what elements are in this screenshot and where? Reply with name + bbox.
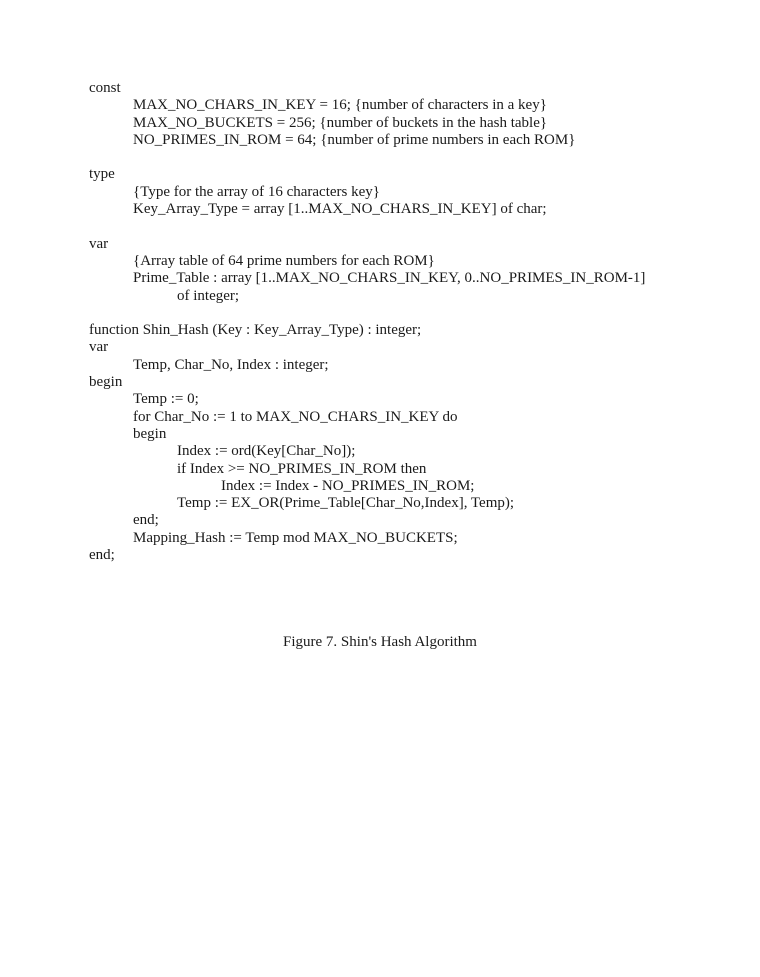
- const-line: NO_PRIMES_IN_ROM = 64; {number of prime numbers in each ROM}: [133, 131, 576, 148]
- function-var-keyword: var: [89, 339, 109, 356]
- end-keyword: end;: [89, 547, 115, 564]
- var-line: of integer;: [177, 287, 240, 304]
- blank-line: [89, 149, 729, 166]
- function-declaration: function Shin_Hash (Key : Key_Array_Type) : integer;: [89, 322, 422, 339]
- body-line: Index := ord(Key[Char_No]);: [177, 443, 356, 460]
- type-keyword: type: [89, 166, 115, 183]
- const-line: MAX_NO_BUCKETS = 256; {number of buckets in the hash table}: [133, 114, 548, 131]
- var-line: {Array table of 64 prime numbers for each ROM}: [133, 252, 435, 269]
- blank-line: [89, 218, 729, 235]
- type-line: Key_Array_Type = array [1..MAX_NO_CHARS_IN_KEY] of char;: [133, 201, 547, 218]
- type-line: {Type for the array of 16 characters key}: [133, 183, 380, 200]
- begin-keyword: begin: [89, 374, 123, 391]
- body-line: if Index >= NO_PRIMES_IN_ROM then: [177, 460, 427, 477]
- body-line: Temp := 0;: [133, 391, 199, 408]
- body-line: Index := Index - NO_PRIMES_IN_ROM;: [221, 477, 475, 494]
- body-line: Mapping_Hash := Temp mod MAX_NO_BUCKETS;: [133, 529, 458, 546]
- var-line: Prime_Table : array [1..MAX_NO_CHARS_IN_KEY, 0..NO_PRIMES_IN_ROM-1]: [133, 270, 646, 287]
- body-line: Temp := EX_OR(Prime_Table[Char_No,Index], Temp);: [177, 495, 515, 512]
- body-line: end;: [133, 512, 159, 529]
- const-line: MAX_NO_CHARS_IN_KEY = 16; {number of characters in a key}: [133, 97, 547, 114]
- var-keyword: var: [89, 235, 109, 252]
- function-var-line: Temp, Char_No, Index : integer;: [133, 356, 329, 373]
- figure-caption: Figure 7. Shin's Hash Algorithm: [283, 634, 477, 650]
- body-line: for Char_No := 1 to MAX_NO_CHARS_IN_KEY do: [133, 408, 458, 425]
- blank-line: [89, 305, 729, 322]
- const-keyword: const: [89, 80, 121, 96]
- code-listing: [89, 80, 729, 564]
- body-line: begin: [133, 425, 167, 442]
